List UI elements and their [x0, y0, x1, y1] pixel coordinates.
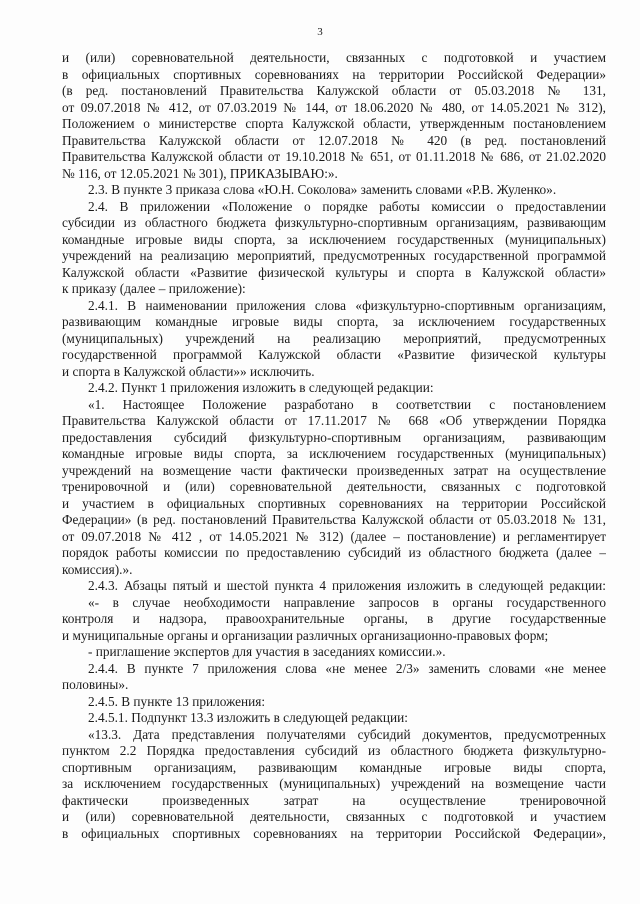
text-line: Правительства Калужской области от 17.11.2017 № 668 «Об утверждении Порядка [62, 413, 606, 428]
text-line: в официальных спортивных соревнованиях на территории Российской Федерации», [62, 825, 606, 841]
text-line: к приказу (далее – приложение): [62, 281, 246, 296]
text-line: порядок работы комиссии по предоставлению субсидий из областного бюджета (далее – [62, 545, 606, 560]
text-line: учреждений на возмещение части фактически произведенных затрат на осуществление [62, 462, 606, 478]
text-line: командные игровые виды спорта, за исключением государственных (муниципальных) [62, 446, 606, 461]
text-line: 2.4.2. Пункт 1 приложения изложить в следующей редакции: [88, 380, 434, 395]
text-line: 2.4.1. В наименовании приложения слова «физкультурно-спортивным организациям, [88, 297, 606, 313]
text-line: и муниципальные органы и организации различных организационно-правовых форм; [62, 627, 549, 643]
text-line: № 116, от 12.05.2021 № 301), ПРИКАЗЫВАЮ:». [62, 165, 338, 181]
text-line: в официальных спортивных соревнованиях на территории Российской Федерации» [62, 66, 606, 82]
text-line: командные игровые виды спорта, за исключением государственных (муниципальных) [62, 231, 606, 247]
text-line: «- в случае необходимости направление запросов в органы государственного [88, 594, 606, 610]
text-line: субсидии из областного бюджета физкультурно-спортивным организациям, развивающим [62, 215, 606, 230]
text-line: учреждений на реализацию мероприятий, предусмотренных государственной программой [62, 248, 606, 263]
text-line: спортивным организациям, развивающим командные игровые виды спорта, [62, 759, 606, 775]
text-line: 2.4.4. В пункте 7 приложения слова «не менее 2/3» заменить словами «не менее [88, 660, 606, 676]
text-line: контроля и надзора, правоохранительные органы, в другие государственные [62, 611, 606, 626]
text-line: (в ред. постановлений Правительства Калужской области от 05.03.2018 № 131, [62, 83, 606, 98]
text-line: тренировочной и (или) соревновательной деятельности, связанных с подготовкой [62, 479, 606, 494]
text-line: 2.4. В приложении «Положение о порядке работы комиссии о предоставлении [88, 198, 606, 214]
text-line: фактически произведенных затрат на осуществление тренировочной [62, 792, 606, 808]
text-line: от 09.07.2018 № 412 , от 14.05.2021 № 312) (далее – постановление) и регламентирует [62, 528, 606, 544]
text-line: и (или) соревновательной деятельности, связанных с подготовкой и участием [62, 809, 606, 824]
text-line: - приглашение экспертов для участия в заседаниях комиссии.». [88, 644, 446, 659]
text-line: Положением о министерстве спорта Калужской области, утвержденным постановлением [62, 116, 606, 131]
text-line: развивающим командные игровые виды спорта, за исключением государственных [62, 314, 606, 329]
text-line: 2.4.5. В пункте 13 приложения: [88, 693, 266, 709]
text-line: Калужской области «Развитие физической культуры и спорта в Калужской области» [62, 264, 606, 280]
text-line: за исключением государственных (муниципальных) учреждений на возмещение части [62, 776, 606, 791]
text-line: и участием в официальных спортивных соревнованиях на территории Российской [62, 495, 606, 511]
text-line: половины». [62, 677, 129, 692]
text-line: 2.3. В пункте 3 приказа слова «Ю.Н. Соколова» заменить словами «Р.В. Жуленко». [88, 182, 557, 197]
text-line: 2.4.3. Абзацы пятый и шестой пункта 4 приложения изложить в следующей редакции: [88, 578, 606, 593]
text-line: и спорта в Калужской области»» исключить. [62, 363, 315, 379]
text-line: предоставления субсидий физкультурно-спортивным организациям, развивающим [62, 429, 606, 445]
text-line: Правительства Калужской области от 19.10.2018 № 651, от 01.11.2018 № 686, от 21.02.2020 [62, 149, 606, 164]
text-line: 2.4.5.1. Подпункт 13.3 изложить в следующей редакции: [88, 710, 408, 725]
text-line: и (или) соревновательной деятельности, связанных с подготовкой и участием [62, 50, 606, 65]
text-line: Правительства Калужской области от 12.07.2018 № 420 (в ред. постановлений [62, 132, 606, 148]
text-line: Федерации» (в ред. постановлений Правительства Калужской области от 05.03.2018 № 131, [62, 512, 606, 527]
text-line: «13.3. Дата представления получателями субсидий документов, предусмотренных [88, 726, 606, 742]
text-line: комиссия).». [62, 561, 133, 577]
document-body [62, 50, 606, 842]
page-number: 3 [317, 26, 323, 38]
text-line: «1. Настоящее Положение разработано в соответствии с постановлением [88, 396, 606, 412]
text-line: государственной программой Калужской области «Развитие физической культуры [62, 347, 606, 362]
text-line: (муниципальных) учреждений на реализацию мероприятий, предусмотренных [62, 330, 606, 346]
text-line: от 09.07.2018 № 412, от 07.03.2019 № 144, от 18.06.2020 № 480, от 14.05.2021 № 312), [62, 99, 606, 115]
text-line: пунктом 2.2 Порядка предоставления субсидий из областного бюджета физкультурно- [62, 743, 606, 758]
